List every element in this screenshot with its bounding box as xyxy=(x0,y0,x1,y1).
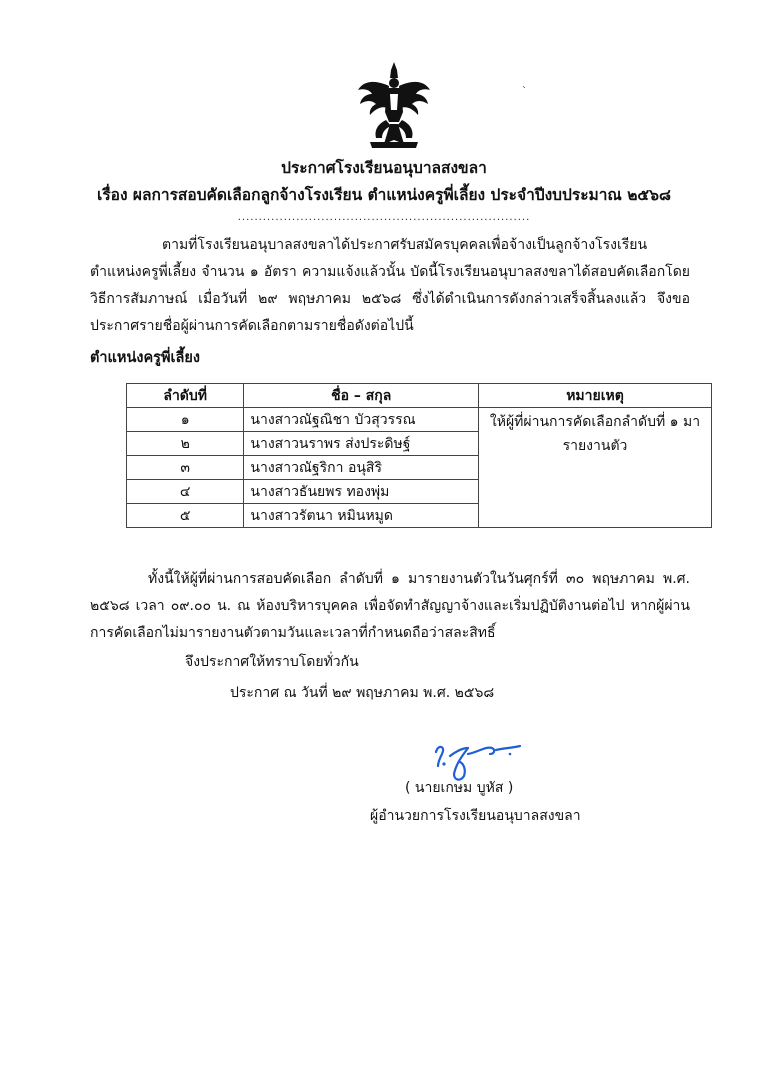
row-order: ๑ xyxy=(127,408,244,432)
instructions-paragraph: ทั้งนี้ให้ผู้ที่ผ่านการสอบคัดเลือก ลำดับที่ ๑ มารายงานตัวในวันศุกร์ที่ ๓๐ พฤษภาคม พ.ศ. ๒๕๖๘ เวลา ๐๙.๐๐ น. ณ ห้องบริหารบุคคล เพื่อจัดทำสัญญาจ้างและเริ่มปฏิบัติงานต่อไป หากผู้ผ่านการคัดเลือกไม่มารายงานตัวตามวันและเวลาที่กำหนดถือว่าสละสิทธิ์ xyxy=(90,571,690,641)
row-order: ๓ xyxy=(127,456,244,480)
remarks-text: ให้ผู้ที่ผ่านการคัดเลือกลำดับที่ ๑ มารายงานตัว xyxy=(489,414,701,454)
row-name: นางสาวนราพร ส่งประดิษฐ์ xyxy=(244,432,479,456)
announcement-date: ประกาศ ณ วันที่ ๒๙ พฤษภาคม พ.ศ. ๒๕๖๘ xyxy=(230,685,495,701)
header-order: ลำดับที่ xyxy=(127,384,244,408)
table-row xyxy=(127,408,712,432)
signer-name: ( นายเกษม บูหัส ) xyxy=(405,780,514,796)
row-name: นางสาวณัฐริกา อนุสิริ xyxy=(244,456,479,480)
intro-paragraph: ตามที่โรงเรียนอนุบาลสงขลาได้ประกาศรับสมัครบุคคลเพื่อจ้างเป็นลูกจ้างโรงเรียน ตำแหน่งครูพี่เลี้ยง จำนวน ๑ อัตรา ความแจ้งแล้วนั้น บัดนี้โรงเรียนอนุบาลสงขลาได้สอบคัดเลือกโดยวิธีการสัมภาษณ์ เมื่อวันที่ ๒๙ พฤษภาคม ๒๕๖๘ ซึ่งได้ดำเนินการดังกล่าวเสร็จสิ้นลงแล้ว จึงขอประกาศรายชื่อผู้ผ่านการคัดเลือกตามรายชื่อดังต่อไปนี้ xyxy=(90,237,690,334)
row-name: นางสาวณัฐณิชา บัวสุวรรณ xyxy=(244,408,479,432)
dotted-separator: ...................................................................... xyxy=(237,212,531,223)
header-remarks: หมายเหตุ xyxy=(479,384,712,408)
stray-mark: ` xyxy=(522,86,527,97)
header-name: ชื่อ – สกุล xyxy=(244,384,479,408)
row-order: ๒ xyxy=(127,432,244,456)
results-table xyxy=(126,383,712,528)
signer-position: ผู้อำนวยการโรงเรียนอนุบาลสงขลา xyxy=(370,808,581,824)
section-heading: ตำแหน่งครูพี่เลี้ยง xyxy=(90,350,200,366)
row-name: นางสาวธันยพร ทองพุ่ม xyxy=(244,480,479,504)
garuda-emblem-icon xyxy=(356,60,432,150)
table-header-row xyxy=(127,384,712,408)
row-order: ๕ xyxy=(127,504,244,528)
remarks-cell xyxy=(479,408,712,528)
row-order: ๔ xyxy=(127,480,244,504)
closing-line: จึงประกาศให้ทราบโดยทั่วกัน xyxy=(185,654,359,670)
announcement-title: ประกาศโรงเรียนอนุบาลสงขลา xyxy=(281,159,487,177)
row-name: นางสาวรัตนา หมินหมูด xyxy=(244,504,479,528)
announcement-subject: เรื่อง ผลการสอบคัดเลือกลูกจ้างโรงเรียน ตำแหน่งครูพี่เลี้ยง ประจำปีงบประมาณ ๒๕๖๘ xyxy=(97,186,671,204)
